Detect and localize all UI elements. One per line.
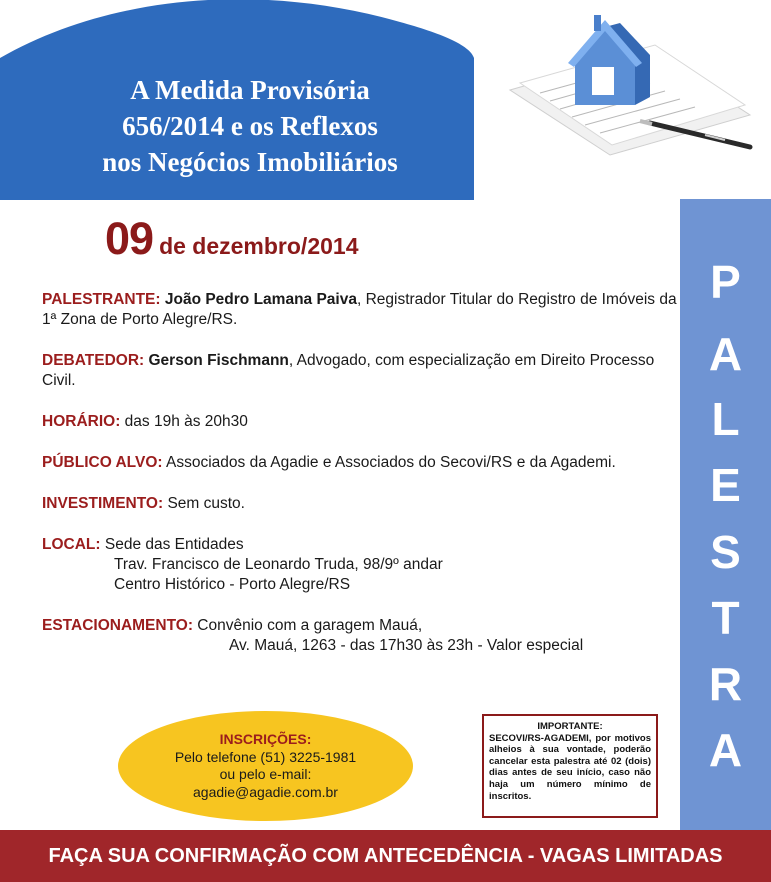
estacionamento-row: [42, 616, 682, 656]
side-letter: S: [710, 526, 741, 578]
important-title: IMPORTANTE:: [537, 721, 603, 732]
publico-row: [42, 453, 682, 473]
inscricoes-box: [118, 711, 413, 821]
inscricoes-email-label: ou pelo e-mail:: [219, 766, 312, 782]
event-details: [42, 290, 682, 677]
estacionamento-text-1: Convênio com a garagem Mauá,: [197, 617, 423, 634]
title-line-3: nos Negócios Imobiliários: [102, 147, 398, 177]
publico-text: Associados da Agadie e Associados do Secovi/RS e da Agademi.: [162, 454, 616, 471]
local-line-3: Centro Histórico - Porto Alegre/RS: [114, 576, 351, 593]
side-letter: P: [710, 256, 741, 308]
estacionamento-label: ESTACIONAMENTO:: [42, 617, 193, 634]
horario-label: HORÁRIO:: [42, 413, 121, 430]
inscricoes-email[interactable]: agadie@agadie.com.br: [193, 783, 338, 800]
side-letter: E: [710, 459, 741, 511]
publico-label: PÚBLICO ALVO:: [42, 454, 163, 471]
event-date: [105, 213, 358, 265]
local-row: [42, 535, 682, 595]
palestrante-row: [42, 290, 682, 330]
side-letter: A: [708, 724, 743, 776]
local-text-1: Sede das Entidades: [104, 536, 244, 553]
date-day: 09: [105, 213, 154, 264]
title-line-2: 656/2014 e os Reflexos: [122, 111, 378, 141]
debatedor-row: [42, 351, 682, 391]
side-letter: A: [708, 328, 743, 380]
local-line-1: [42, 535, 682, 555]
important-notice: [482, 714, 658, 818]
palestrante-text: , Registrador Titular do Registro de Imóveis da 1ª Zona de Porto Alegre/RS.: [42, 291, 677, 328]
side-letter: R: [708, 658, 743, 710]
palestrante-name: João Pedro Lamana Paiva: [164, 291, 357, 308]
estacionamento-line-1: [42, 616, 682, 636]
local-label: LOCAL:: [42, 536, 101, 553]
debatedor-name: Gerson Fischmann: [148, 352, 289, 369]
local-line-2: Trav. Francisco de Leonardo Truda, 98/9º andar: [114, 556, 443, 573]
debatedor-text: , Advogado, com especialização em Direito Processo Civil.: [42, 352, 655, 389]
horario-text: das 19h às 20h30: [120, 413, 248, 430]
investimento-label: INVESTIMENTO:: [42, 495, 164, 512]
title-line-1: A Medida Provisória: [130, 75, 370, 105]
investimento-row: [42, 494, 682, 514]
footer-banner: FAÇA SUA CONFIRMAÇÃO COM ANTECEDÊNCIA - VAGAS LIMITADAS: [0, 830, 771, 882]
inscricoes-title: INSCRIÇÕES:: [219, 731, 312, 747]
estacionamento-line-2: Av. Mauá, 1263 - das 17h30 às 23h - Valor especial: [229, 637, 584, 654]
inscricoes-phone: Pelo telefone (51) 3225-1981: [174, 748, 357, 765]
side-letter: L: [711, 393, 740, 445]
page-title: [30, 72, 470, 180]
side-letter: T: [711, 592, 740, 644]
important-text: SECOVI/RS-AGADEMI, por motivos alheios à sua vontade, poderão cancelar esta palestra até 02 (dois) dias antes de seu início, caso não haja um número mínimo de inscritos.: [489, 732, 651, 802]
horario-row: [42, 412, 682, 432]
date-month-year: de dezembro/2014: [159, 233, 359, 259]
palestrante-label: PALESTRANTE:: [42, 291, 161, 308]
palestra-side-banner: [680, 199, 771, 830]
investimento-text: Sem custo.: [163, 495, 245, 512]
house-document-illustration: [500, 5, 760, 160]
debatedor-label: DEBATEDOR:: [42, 352, 145, 369]
